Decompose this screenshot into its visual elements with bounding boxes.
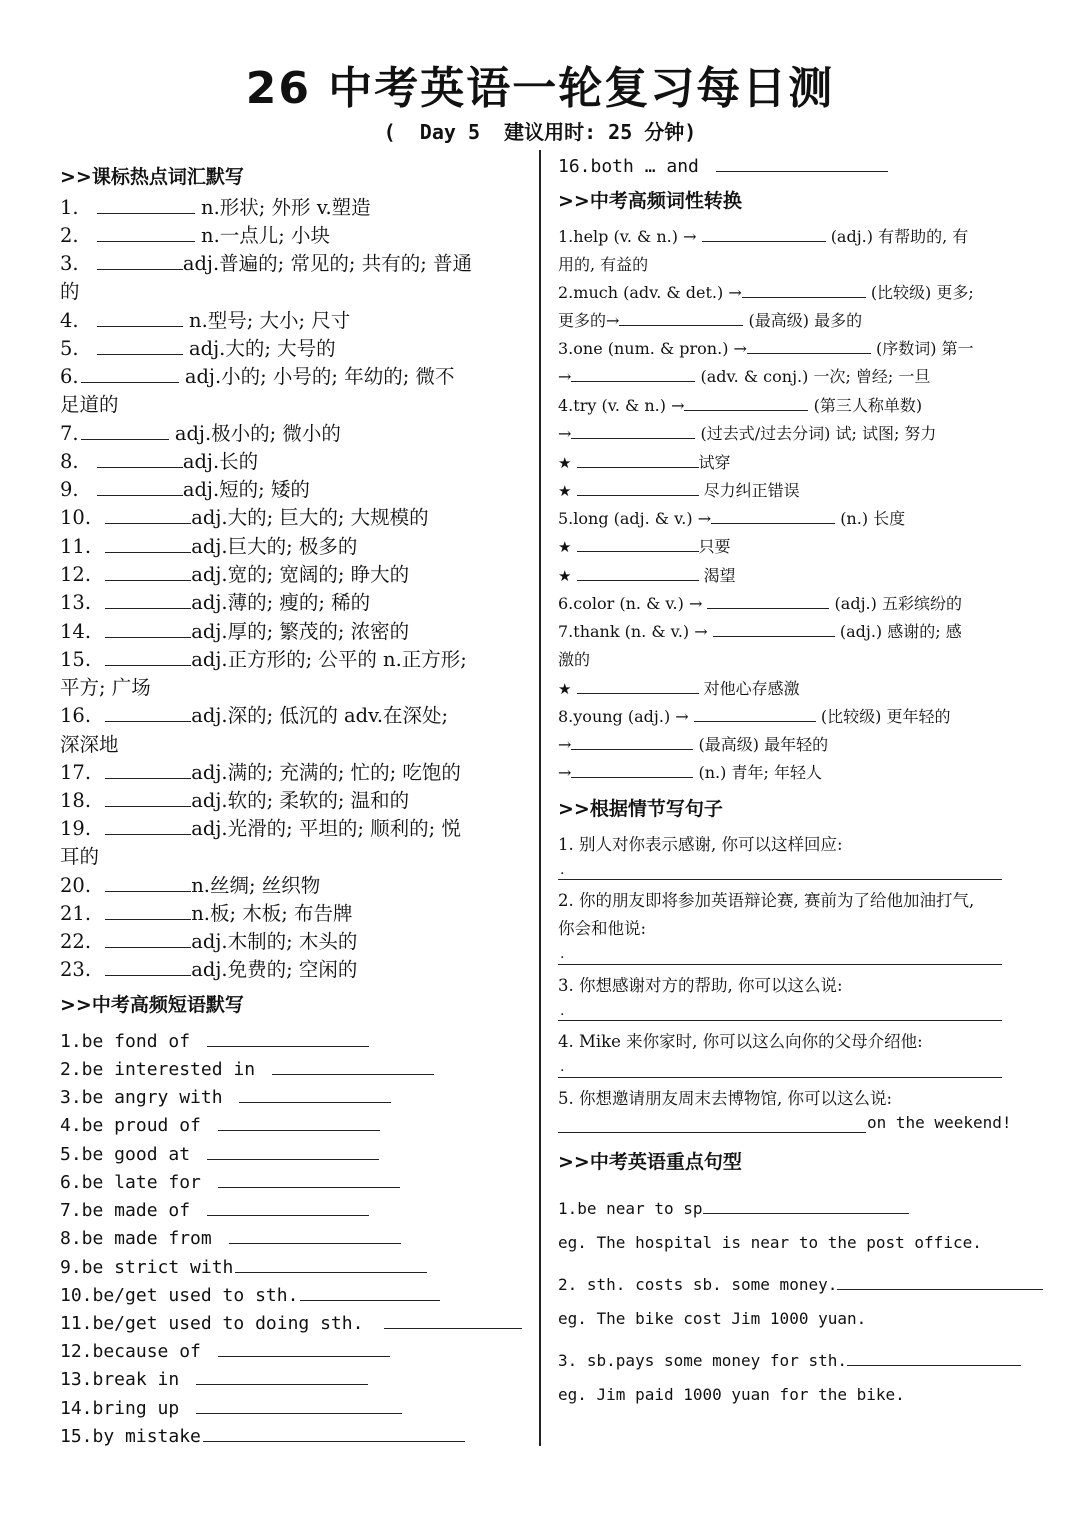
vocab-item: 22. adj.木制的; 木头的	[60, 926, 357, 954]
phrase-item: 2.be interested in	[60, 1055, 434, 1080]
answer-blank[interactable]	[105, 758, 191, 779]
wordform-line: 7.thank (n. & v.) → (adj.) 感谢的; 感	[558, 619, 962, 642]
vocab-item: 4. n.型号; 大小; 尺寸	[60, 305, 350, 333]
answer-blank[interactable]	[218, 1337, 390, 1357]
answer-blank[interactable]	[97, 475, 183, 496]
answer-blank[interactable]	[577, 534, 699, 552]
answer-blank[interactable]	[571, 760, 693, 778]
answer-blank[interactable]	[707, 591, 829, 609]
wordform-line: 3.one (num. & pron.) → (序数词) 第一	[558, 336, 974, 359]
answer-dot: .	[560, 1059, 565, 1075]
answer-blank[interactable]	[847, 1348, 1021, 1366]
answer-blank[interactable]	[694, 704, 816, 722]
vocab-item: 6. adj.小的; 小号的; 年幼的; 微不	[60, 361, 454, 389]
answer-blank[interactable]	[105, 786, 191, 807]
answer-blank[interactable]	[97, 249, 183, 270]
wordform-line: 2.much (adv. & det.) → (比较级) 更多;	[558, 280, 974, 303]
answer-blank[interactable]	[196, 1394, 402, 1414]
situation-question: 5. 你想邀请朋友周末去博物馆, 你可以这么说:	[558, 1089, 893, 1108]
answer-blank[interactable]	[229, 1224, 401, 1244]
answer-blank[interactable]	[747, 336, 871, 354]
star-icon: ★	[558, 482, 572, 500]
vocab-item: 7. adj.极小的; 微小的	[60, 418, 341, 446]
wordform-line: 6.color (n. & v.) → (adj.) 五彩缤纷的	[558, 591, 962, 614]
answer-blank[interactable]	[619, 308, 743, 326]
answer-blank[interactable]	[81, 419, 169, 440]
answer-blank[interactable]	[713, 619, 835, 637]
situation-question: 2. 你的朋友即将参加英语辩论赛, 赛前为了给他加油打气,	[558, 891, 975, 910]
vocab-heading: >>课标热点词汇默写	[60, 166, 244, 188]
answer-blank[interactable]	[742, 280, 866, 298]
wordform-line: 8.young (adj.) → (比较级) 更年轻的	[558, 704, 950, 727]
star-icon: ★	[558, 567, 572, 585]
answer-blank[interactable]	[571, 364, 695, 382]
answer-blank[interactable]	[105, 871, 191, 892]
answer-blank[interactable]	[716, 152, 888, 172]
vocab-item: 14. adj.厚的; 繁茂的; 浓密的	[60, 616, 409, 644]
answer-blank[interactable]	[105, 617, 191, 638]
page-title: 26 中考英语一轮复习每日测	[245, 63, 835, 114]
phrase-item: 16.both … and	[558, 152, 888, 177]
wordforms-heading: >>中考高频词性转换	[558, 190, 742, 212]
answer-blank[interactable]	[105, 955, 191, 976]
phrase-item: 4.be proud of	[60, 1111, 380, 1136]
answer-dot: .	[560, 946, 565, 962]
answer-dot: .	[560, 862, 565, 878]
answer-blank[interactable]	[81, 362, 179, 383]
vocab-cont: 平方; 广场	[60, 676, 151, 699]
answer-blank[interactable]	[577, 450, 699, 468]
wordform-line: 激的	[558, 650, 591, 669]
answer-blank[interactable]	[207, 1140, 379, 1160]
answer-dot: .	[560, 1003, 565, 1019]
vocab-item: 8. adj.长的	[60, 446, 258, 474]
wordform-line: 5.long (adj. & v.) → (n.) 长度	[558, 506, 905, 529]
pattern-example: eg. Jim paid 1000 yuan for the bike.	[558, 1385, 905, 1404]
situations-heading: >>根据情节写句子	[558, 798, 723, 820]
pattern-line: 1.be near to sp	[558, 1196, 909, 1218]
answer-blank[interactable]	[97, 306, 183, 327]
answer-blank[interactable]	[272, 1055, 434, 1075]
answer-blank[interactable]	[384, 1309, 522, 1329]
vocab-item: 18. adj.软的; 柔软的; 温和的	[60, 785, 409, 813]
wordform-line: ★ 尽力纠正错误	[558, 478, 800, 501]
vocab-item: 23. adj.免费的; 空闲的	[60, 954, 357, 982]
vocab-cont: 深深地	[60, 733, 119, 756]
answer-line[interactable]	[558, 1076, 1002, 1078]
phrase-item: 12.because of	[60, 1337, 390, 1362]
wordform-line: 用的, 有益的	[558, 255, 649, 274]
phrases-heading: >>中考高频短语默写	[60, 994, 244, 1016]
answer-blank[interactable]	[703, 1196, 909, 1214]
pattern-line: 3. sb.pays some money for sth.	[558, 1348, 1021, 1370]
answer-blank[interactable]	[218, 1111, 380, 1131]
wordform-line: ★ 只要	[558, 534, 731, 557]
phrase-item: 8.be made from	[60, 1224, 401, 1249]
page-subtitle: ( Day 5 建议用时: 25 分钟)	[383, 120, 697, 144]
star-icon: ★	[558, 680, 572, 698]
phrase-item: 13.break in	[60, 1365, 368, 1390]
vocab-item: 12. adj.宽的; 宽阔的; 睁大的	[60, 559, 409, 587]
answer-line[interactable]	[558, 878, 1002, 880]
phrase-item: 7.be made of	[60, 1196, 369, 1221]
phrase-item: 6.be late for	[60, 1168, 400, 1193]
phrase-item: 3.be angry with	[60, 1083, 391, 1108]
wordform-line: → (n.) 青年; 年轻人	[558, 760, 822, 783]
answer-blank[interactable]	[97, 447, 183, 468]
patterns-heading: >>中考英语重点句型	[558, 1151, 742, 1173]
answer-blank[interactable]	[837, 1272, 1043, 1290]
answer-line[interactable]	[558, 1131, 866, 1133]
answer-blank[interactable]	[207, 1027, 369, 1047]
answer-blank[interactable]	[577, 676, 699, 694]
wordform-line: → (最高级) 最年轻的	[558, 732, 828, 755]
answer-blank[interactable]	[571, 732, 693, 750]
answer-blank[interactable]	[105, 814, 191, 835]
answer-blank[interactable]	[105, 560, 191, 581]
vocab-item: 21. n.板; 木板; 布告牌	[60, 898, 353, 926]
answer-blank[interactable]	[196, 1365, 368, 1385]
vocab-item: 9. adj.短的; 矮的	[60, 474, 310, 502]
answer-blank[interactable]	[105, 899, 191, 920]
wordform-line: ★ 渴望	[558, 563, 736, 586]
answer-blank[interactable]	[105, 532, 191, 553]
wordform-line: → (过去式/过去分词) 试; 试图; 努力	[558, 421, 936, 444]
vocab-item: 19. adj.光滑的; 平坦的; 顺利的; 悦	[60, 813, 461, 841]
answer-blank[interactable]	[571, 421, 695, 439]
answer-blank[interactable]	[105, 927, 191, 948]
phrase-item: 5.be good at	[60, 1140, 379, 1165]
vocab-cont: 足道的	[60, 393, 119, 416]
phrase-item: 14.bring up	[60, 1394, 402, 1419]
phrase-item: 1.be fond of	[60, 1027, 369, 1052]
phrase-item: 11.be/get used to doing sth.	[60, 1309, 522, 1334]
answer-blank[interactable]	[97, 193, 195, 214]
star-icon: ★	[558, 538, 572, 556]
answer-blank[interactable]	[97, 221, 195, 242]
phrase-item: 9.be strict with	[60, 1253, 427, 1278]
vocab-item: 16. adj.深的; 低沉的 adv.在深处;	[60, 700, 448, 728]
phrase-item: 10.be/get used to sth.	[60, 1281, 440, 1306]
wordform-line: ★ 对他心存感激	[558, 676, 800, 699]
answer-blank[interactable]	[207, 1196, 369, 1216]
pattern-example: eg. The bike cost Jim 1000 yuan.	[558, 1309, 867, 1328]
vocab-item: 11. adj.巨大的; 极多的	[60, 531, 357, 559]
vocab-item: 10. adj.大的; 巨大的; 大规模的	[60, 502, 429, 530]
answer-blank[interactable]	[105, 588, 191, 609]
vocab-item: 20. n.丝绸; 丝织物	[60, 870, 320, 898]
wordform-line: ★ 试穿	[558, 450, 731, 473]
situation-question: 3. 你想感谢对方的帮助, 你可以这么说:	[558, 976, 843, 995]
situation-question: 1. 别人对你表示感谢, 你可以这样回应:	[558, 835, 843, 854]
vocab-item: 5. adj.大的; 大号的	[60, 333, 336, 361]
answer-line[interactable]	[558, 963, 1002, 965]
pattern-line: 2. sth. costs sb. some money.	[558, 1272, 1043, 1294]
wordform-line: 4.try (v. & n.) → (第三人称单数)	[558, 393, 922, 416]
vocab-cont: 耳的	[60, 845, 100, 868]
wordform-line: → (adv. & conj.) 一次; 曾经; 一旦	[558, 364, 930, 387]
vocab-item: 15. adj.正方形的; 公平的 n.正方形;	[60, 644, 467, 672]
wordform-line: 更多的→ (最高级) 最多的	[558, 308, 862, 331]
situation-question: 4. Mike 来你家时, 你可以这么向你的父母介绍他:	[558, 1032, 923, 1051]
answer-blank[interactable]	[105, 701, 191, 722]
answer-line[interactable]	[558, 1019, 1002, 1021]
wordform-line: 1.help (v. & n.) → (adj.) 有帮助的, 有	[558, 224, 968, 247]
answer-blank[interactable]	[203, 1422, 465, 1442]
answer-blank[interactable]	[105, 503, 191, 524]
vocab-item: 1. n.形状; 外形 v.塑造	[60, 192, 371, 220]
answer-blank[interactable]	[577, 563, 699, 581]
answer-blank[interactable]	[711, 506, 835, 524]
vocab-item: 2. n.一点儿; 小块	[60, 220, 330, 248]
answer-blank[interactable]	[239, 1083, 391, 1103]
answer-blank[interactable]	[218, 1168, 400, 1188]
answer-blank[interactable]	[235, 1253, 427, 1273]
situation-question-cont: 你会和他说:	[558, 919, 647, 938]
star-icon: ★	[558, 454, 572, 472]
answer-blank[interactable]	[105, 645, 191, 666]
vocab-cont: 的	[60, 280, 80, 303]
situation-tail: on the weekend!	[867, 1113, 1012, 1132]
answer-blank[interactable]	[97, 334, 183, 355]
answer-blank[interactable]	[300, 1281, 440, 1301]
answer-blank[interactable]	[702, 224, 826, 242]
vocab-item: 3. adj.普遍的; 常见的; 共有的; 普通	[60, 248, 472, 276]
answer-blank[interactable]	[684, 393, 808, 411]
vocab-item: 13. adj.薄的; 瘦的; 稀的	[60, 587, 370, 615]
phrase-item: 15.by mistake	[60, 1422, 465, 1447]
answer-blank[interactable]	[577, 478, 699, 496]
vocab-item: 17. adj.满的; 充满的; 忙的; 吃饱的	[60, 757, 461, 785]
pattern-example: eg. The hospital is near to the post office.	[558, 1233, 982, 1252]
column-divider	[539, 150, 541, 1446]
